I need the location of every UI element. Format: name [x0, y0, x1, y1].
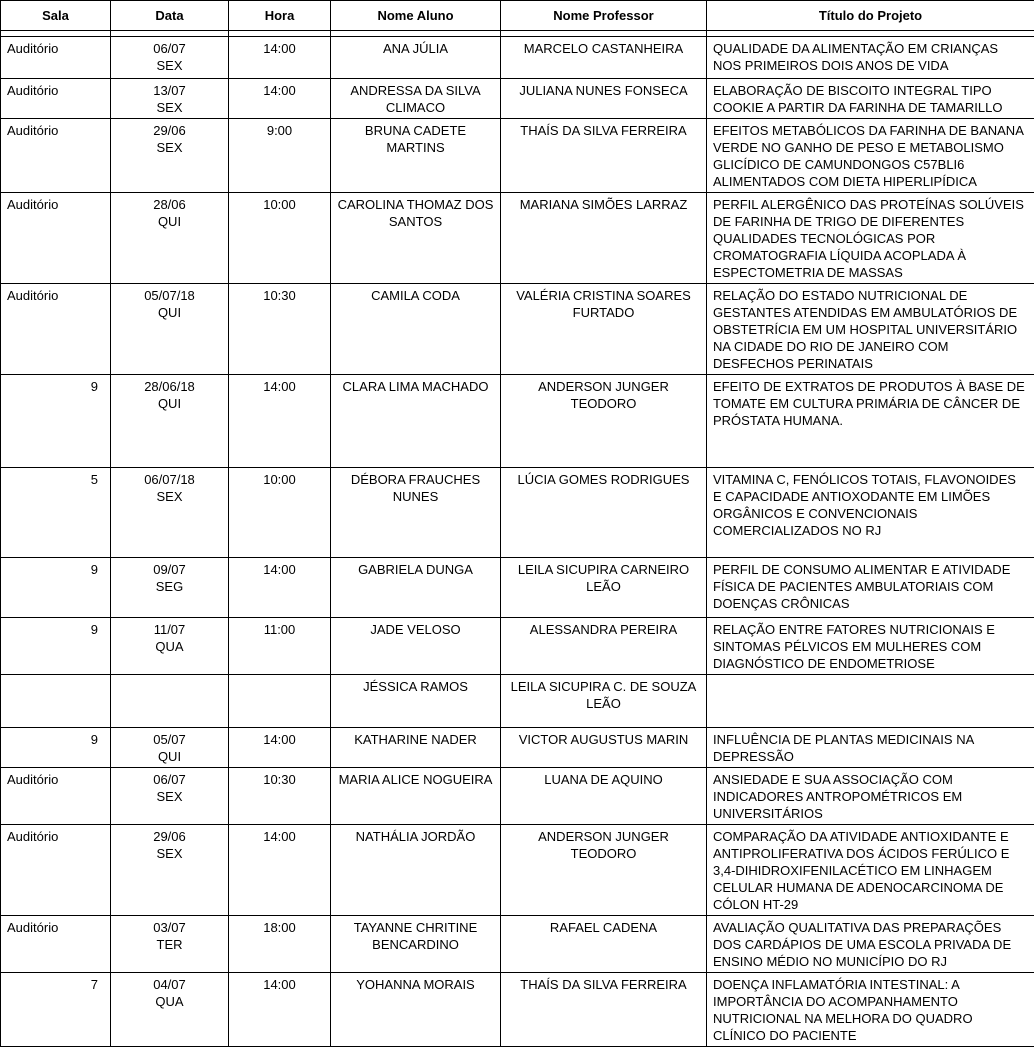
cell-hora: 10:00 [229, 193, 331, 284]
cell-titulo-projeto: PERFIL DE CONSUMO ALIMENTAR E ATIVIDADE FÍSICA DE PACIENTES AMBULATORIAIS COM DOENÇAS CRÔNICAS [707, 558, 1034, 618]
cell-nome-professor: LEILA SICUPIRA C. DE SOUZA LEÃO [501, 675, 707, 728]
cell-hora: 14:00 [229, 37, 331, 79]
cell-nome-professor: THAÍS DA SILVA FERREIRA [501, 973, 707, 1047]
cell-nome-professor: THAÍS DA SILVA FERREIRA [501, 119, 707, 193]
cell-data [111, 916, 229, 973]
cell-titulo-projeto [707, 675, 1034, 728]
cell-nome-aluno: KATHARINE NADER [331, 728, 501, 768]
table-row [1, 618, 1034, 675]
cell-nome-professor: JULIANA NUNES FONSECA [501, 79, 707, 119]
table-body [1, 37, 1034, 1047]
cell-data-weekday: SEX [117, 488, 222, 505]
cell-nome-professor: VALÉRIA CRISTINA SOARES FURTADO [501, 284, 707, 375]
cell-data [111, 728, 229, 768]
cell-nome-aluno: JÉSSICA RAMOS [331, 675, 501, 728]
cell-sala: 7 [1, 973, 111, 1047]
table-row [1, 37, 1034, 79]
cell-titulo-projeto: PERFIL ALERGÊNICO DAS PROTEÍNAS SOLÚVEIS DE FARINHA DE TRIGO DE DIFERENTES QUALIDADES TECNOLÓGICAS POR CROMATOGRAFIA LÍQUIDA ACOPLADA À ESPECTOMETRIA DE MASSAS [707, 193, 1034, 284]
cell-data [111, 37, 229, 79]
table-row [1, 558, 1034, 618]
cell-data-weekday: SEX [117, 99, 222, 116]
cell-data-date: 28/06/18 [117, 378, 222, 395]
cell-data-date: 11/07 [117, 621, 222, 638]
cell-titulo-projeto: QUALIDADE DA ALIMENTAÇÃO EM CRIANÇAS NOS PRIMEIROS DOIS ANOS DE VIDA [707, 37, 1034, 79]
cell-data-weekday: QUI [117, 213, 222, 230]
cell-nome-aluno: TAYANNE CHRITINE BENCARDINO [331, 916, 501, 973]
cell-nome-aluno: ANDRESSA DA SILVA CLIMACO [331, 79, 501, 119]
cell-nome-aluno: ANA JÚLIA [331, 37, 501, 79]
cell-hora: 9:00 [229, 119, 331, 193]
cell-sala: Auditório [1, 916, 111, 973]
cell-data [111, 973, 229, 1047]
cell-nome-professor: RAFAEL CADENA [501, 916, 707, 973]
cell-titulo-projeto: RELAÇÃO ENTRE FATORES NUTRICIONAIS E SINTOMAS PÉLVICOS EM MULHERES COM DIAGNÓSTICO DE ENDOMETRIOSE [707, 618, 1034, 675]
cell-hora: 14:00 [229, 973, 331, 1047]
cell-data [111, 468, 229, 558]
cell-data [111, 618, 229, 675]
cell-hora: 11:00 [229, 618, 331, 675]
table-row [1, 468, 1034, 558]
cell-sala: 9 [1, 618, 111, 675]
cell-nome-professor: VICTOR AUGUSTUS MARIN [501, 728, 707, 768]
table-row [1, 768, 1034, 825]
cell-data-date: 05/07/18 [117, 287, 222, 304]
cell-titulo-projeto: RELAÇÃO DO ESTADO NUTRICIONAL DE GESTANTES ATENDIDAS EM AMBULATÓRIOS DE OBSTETRÍCIA EM UM HOSPITAL UNIVERSITÁRIO NA CIDADE DO RIO DE JANEIRO COM DESFECHOS PERINATAIS [707, 284, 1034, 375]
cell-data-date: 06/07/18 [117, 471, 222, 488]
cell-nome-aluno: CAROLINA THOMAZ DOS SANTOS [331, 193, 501, 284]
cell-data-weekday: QUI [117, 748, 222, 765]
column-header-titulo: Título do Projeto [707, 1, 1034, 31]
cell-hora: 18:00 [229, 916, 331, 973]
cell-data [111, 375, 229, 468]
table-row [1, 79, 1034, 119]
cell-data-date: 13/07 [117, 82, 222, 99]
cell-data-weekday: SEX [117, 845, 222, 862]
cell-hora: 14:00 [229, 375, 331, 468]
table-row [1, 728, 1034, 768]
column-header-aluno: Nome Aluno [331, 1, 501, 31]
cell-data-date: 03/07 [117, 919, 222, 936]
cell-sala: Auditório [1, 284, 111, 375]
cell-data-weekday: SEX [117, 788, 222, 805]
cell-data-weekday: QUI [117, 395, 222, 412]
cell-titulo-projeto: EFEITOS METABÓLICOS DA FARINHA DE BANANA VERDE NO GANHO DE PESO E METABOLISMO GLICÍDICO DE CAMUNDONGOS C57BLI6 ALIMENTADOS COM DIETA HIPERLIPÍDICA [707, 119, 1034, 193]
table-row [1, 119, 1034, 193]
cell-data-date: 28/06 [117, 196, 222, 213]
cell-hora: 10:30 [229, 284, 331, 375]
cell-data-weekday: SEX [117, 57, 222, 74]
table-header [1, 1, 1034, 37]
cell-titulo-projeto: EFEITO DE EXTRATOS DE PRODUTOS À BASE DE TOMATE EM CULTURA PRIMÁRIA DE CÂNCER DE PRÓSTATA HUMANA. [707, 375, 1034, 468]
cell-data [111, 825, 229, 916]
cell-hora: 10:30 [229, 768, 331, 825]
column-header-professor: Nome Professor [501, 1, 707, 31]
cell-data-date: 04/07 [117, 976, 222, 993]
cell-data [111, 558, 229, 618]
table-row [1, 675, 1034, 728]
cell-hora: 10:00 [229, 468, 331, 558]
cell-data-weekday: TER [117, 936, 222, 953]
cell-nome-professor: LUANA DE AQUINO [501, 768, 707, 825]
cell-hora [229, 675, 331, 728]
cell-titulo-projeto: AVALIAÇÃO QUALITATIVA DAS PREPARAÇÕES DOS CARDÁPIOS DE UMA ESCOLA PRIVADA DE ENSINO MÉDIO NO MUNICÍPIO DO RJ [707, 916, 1034, 973]
cell-data-weekday: SEX [117, 139, 222, 156]
table-row [1, 825, 1034, 916]
cell-hora: 14:00 [229, 728, 331, 768]
cell-nome-aluno: JADE VELOSO [331, 618, 501, 675]
cell-titulo-projeto: INFLUÊNCIA DE PLANTAS MEDICINAIS NA DEPRESSÃO [707, 728, 1034, 768]
cell-nome-professor: ALESSANDRA PEREIRA [501, 618, 707, 675]
cell-sala: 9 [1, 375, 111, 468]
column-header-data: Data [111, 1, 229, 31]
column-header-hora: Hora [229, 1, 331, 31]
table-row [1, 916, 1034, 973]
cell-sala: Auditório [1, 119, 111, 193]
cell-sala [1, 675, 111, 728]
cell-titulo-projeto: COMPARAÇÃO DA ATIVIDADE ANTIOXIDANTE E ANTIPROLIFERATIVA DOS ÁCIDOS FERÚLICO E 3,4-DIHIDROXIFENILACÉTICO EM LINHAGEM CELULAR HUMANA DE ADENOCARCINOMA DE CÓLON HT-29 [707, 825, 1034, 916]
cell-nome-aluno: GABRIELA DUNGA [331, 558, 501, 618]
cell-sala: Auditório [1, 193, 111, 284]
cell-titulo-projeto: ELABORAÇÃO DE BISCOITO INTEGRAL TIPO COOKIE A PARTIR DA FARINHA DE TAMARILLO [707, 79, 1034, 119]
cell-nome-aluno: YOHANNA MORAIS [331, 973, 501, 1047]
cell-data [111, 284, 229, 375]
cell-nome-professor: MARIANA SIMÕES LARRAZ [501, 193, 707, 284]
cell-data [111, 79, 229, 119]
cell-nome-aluno: NATHÁLIA JORDÃO [331, 825, 501, 916]
cell-data-date: 09/07 [117, 561, 222, 578]
cell-nome-professor: LÚCIA GOMES RODRIGUES [501, 468, 707, 558]
cell-hora: 14:00 [229, 558, 331, 618]
cell-data [111, 675, 229, 728]
table-row [1, 375, 1034, 468]
cell-data-date: 29/06 [117, 828, 222, 845]
cell-nome-aluno: BRUNA CADETE MARTINS [331, 119, 501, 193]
cell-titulo-projeto: DOENÇA INFLAMATÓRIA INTESTINAL: A IMPORTÂNCIA DO ACOMPANHAMENTO NUTRICIONAL NA MELHORA DO QUADRO CLÍNICO DO PACIENTE [707, 973, 1034, 1047]
table-row [1, 284, 1034, 375]
header-row [1, 1, 1034, 31]
cell-nome-aluno: CAMILA CODA [331, 284, 501, 375]
cell-data [111, 193, 229, 284]
column-header-sala: Sala [1, 1, 111, 31]
table-row [1, 193, 1034, 284]
cell-nome-aluno: DÉBORA FRAUCHES NUNES [331, 468, 501, 558]
cell-nome-aluno: CLARA LIMA MACHADO [331, 375, 501, 468]
cell-nome-professor: ANDERSON JUNGER TEODORO [501, 825, 707, 916]
cell-data-weekday: SEG [117, 578, 222, 595]
cell-sala: Auditório [1, 37, 111, 79]
cell-data [111, 119, 229, 193]
cell-hora: 14:00 [229, 825, 331, 916]
cell-nome-professor: LEILA SICUPIRA CARNEIRO LEÃO [501, 558, 707, 618]
cell-hora: 14:00 [229, 79, 331, 119]
cell-sala: 9 [1, 728, 111, 768]
cell-titulo-projeto: ANSIEDADE E SUA ASSOCIAÇÃO COM INDICADORES ANTROPOMÉTRICOS EM UNIVERSITÁRIOS [707, 768, 1034, 825]
cell-titulo-projeto: VITAMINA C, FENÓLICOS TOTAIS, FLAVONOIDES E CAPACIDADE ANTIOXODANTE EM LIMÕES ORGÂNICOS E CONVENCIONAIS COMERCIALIZADOS NO RJ [707, 468, 1034, 558]
cell-data-weekday: QUA [117, 638, 222, 655]
cell-nome-aluno: MARIA ALICE NOGUEIRA [331, 768, 501, 825]
cell-nome-professor: ANDERSON JUNGER TEODORO [501, 375, 707, 468]
cell-data-weekday: QUA [117, 993, 222, 1010]
cell-nome-professor: MARCELO CASTANHEIRA [501, 37, 707, 79]
cell-data-date: 29/06 [117, 122, 222, 139]
cell-data [111, 768, 229, 825]
cell-sala: Auditório [1, 79, 111, 119]
cell-sala: 5 [1, 468, 111, 558]
cell-data-weekday: QUI [117, 304, 222, 321]
table-row [1, 973, 1034, 1047]
cell-data-date: 06/07 [117, 40, 222, 57]
cell-sala: Auditório [1, 768, 111, 825]
cell-data-date: 05/07 [117, 731, 222, 748]
cell-data-date: 06/07 [117, 771, 222, 788]
cell-sala: 9 [1, 558, 111, 618]
cell-sala: Auditório [1, 825, 111, 916]
